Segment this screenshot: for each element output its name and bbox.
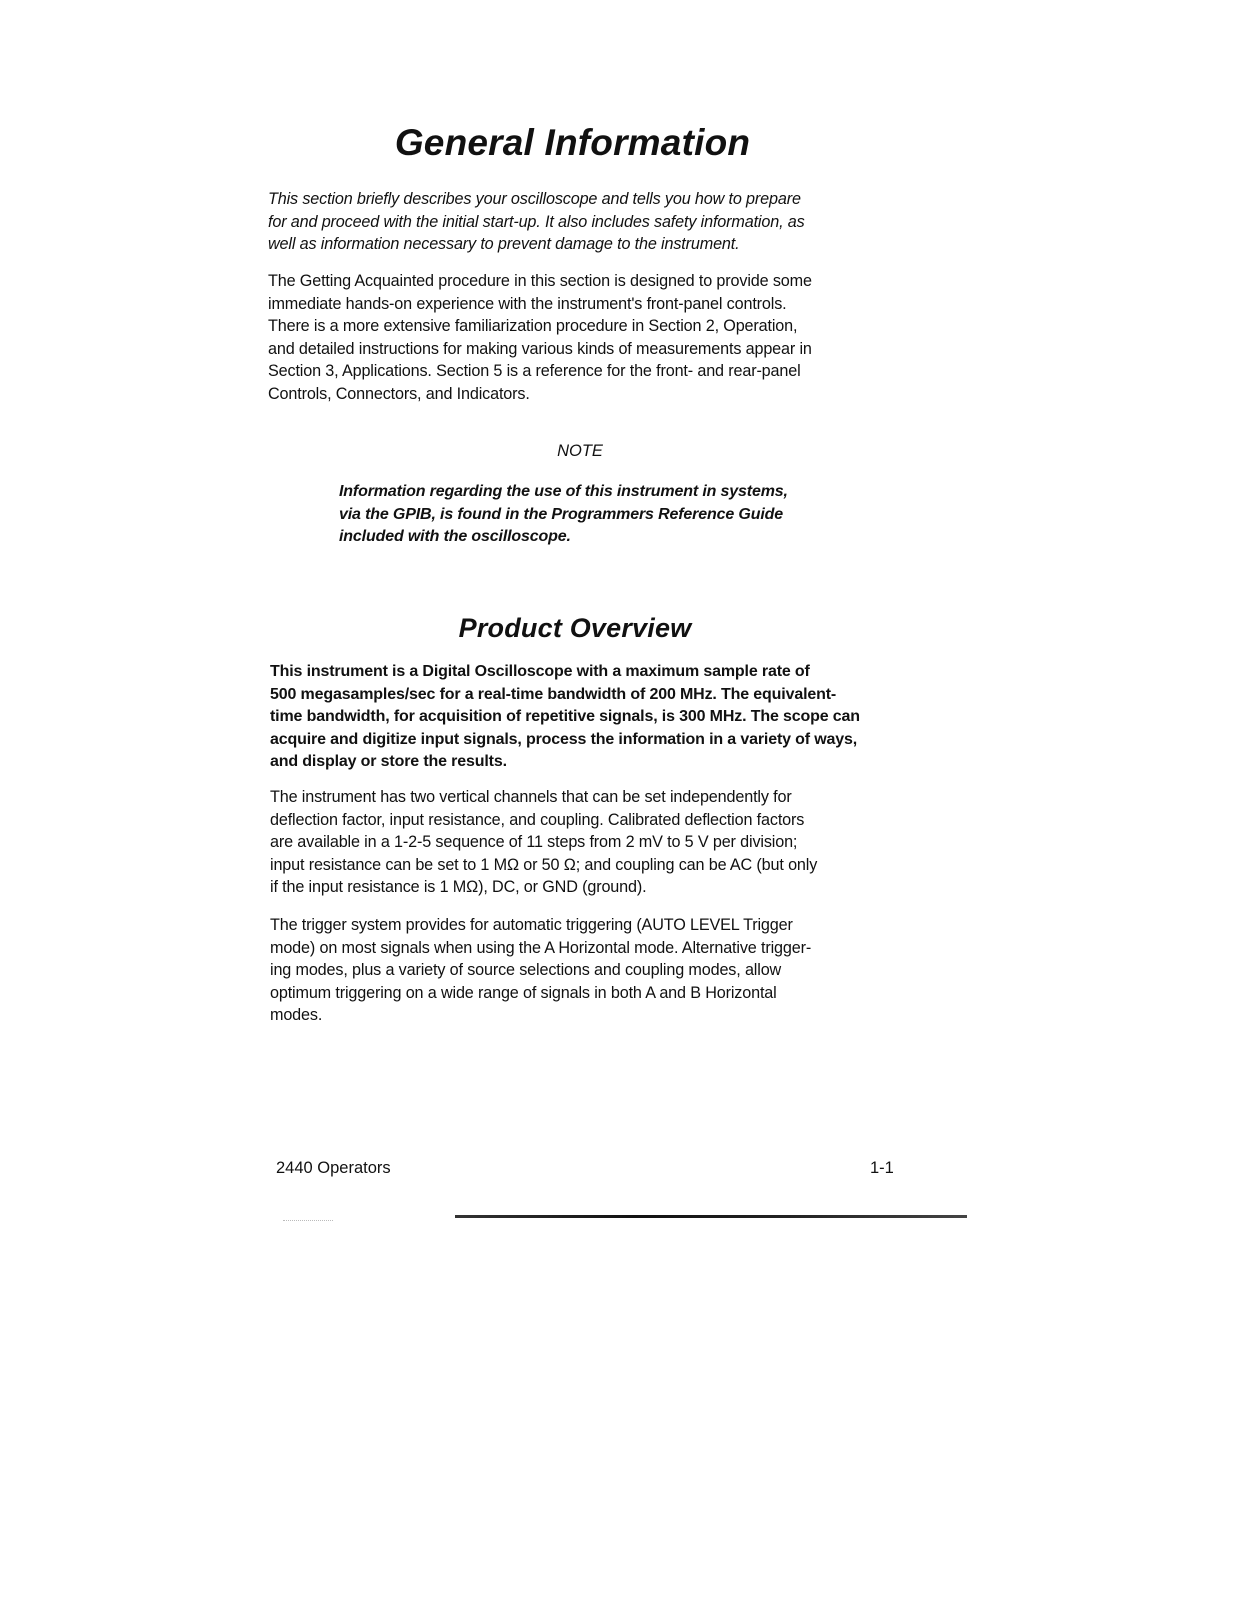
text-line: and display or store the results.	[270, 753, 507, 771]
channels-paragraph	[270, 786, 817, 899]
section-title: General Information	[394, 122, 751, 163]
text-line: ing modes, plus a variety of source selections and coupling modes, allow	[270, 961, 782, 980]
text-line: Information regarding the use of this instrument in systems,	[339, 483, 788, 500]
text-line: and detailed instructions for making various kinds of measurements appear in	[268, 339, 812, 358]
text-line: Controls, Connectors, and Indicators.	[268, 384, 530, 403]
text-line: 500 megasamples/sec for a real-time bandwidth of 200 MHz. The equivalent-	[270, 685, 837, 703]
footer-page-number: 1-1	[870, 1159, 894, 1177]
text-line: input resistance can be set to 1 MΩ or 50 Ω; and coupling can be AC (but only	[270, 855, 818, 874]
text-line: immediate hands-on experience with the instrument's front-panel controls.	[268, 294, 787, 313]
scan-artifact	[283, 1220, 333, 1222]
text-line: are available in a 1-2-5 sequence of 11 steps from 2 mV to 5 V per division;	[270, 833, 798, 852]
text-line: The trigger system provides for automatic triggering (AUTO LEVEL Trigger	[270, 916, 793, 934]
text-line: The instrument has two vertical channels that can be set independently for	[270, 788, 792, 806]
text-line: This instrument is a Digital Oscilloscope with a maximum sample rate of	[270, 663, 810, 680]
footer-divider	[455, 1215, 967, 1218]
footer-manual-title: 2440 Operators	[276, 1159, 391, 1177]
text-line: via the GPIB, is found in the Programmers Reference Guide	[339, 505, 784, 523]
overview-paragraph	[270, 661, 860, 774]
text-line: modes.	[270, 1006, 323, 1025]
getting-acquainted-paragraph	[268, 270, 812, 406]
text-line: if the input resistance is 1 MΩ), DC, or GND (ground).	[270, 878, 647, 897]
note-label: NOTE	[557, 442, 603, 460]
text-line: for and proceed with the initial start-up. It also includes safety information, as	[268, 212, 805, 231]
text-line: included with the oscilloscope.	[339, 528, 571, 546]
text-line: acquire and digitize input signals, process the information in a variety of ways,	[270, 730, 858, 748]
intro-paragraph	[268, 188, 805, 256]
text-line: There is a more extensive familiarization procedure in Section 2, Operation,	[268, 317, 798, 336]
text-line: optimum triggering on a wide range of signals in both A and B Horizontal	[270, 983, 777, 1002]
text-line: deflection factor, input resistance, and coupling. Calibrated deflection factors	[270, 810, 805, 829]
text-line: This section briefly describes your oscilloscope and tells you how to prepare	[268, 190, 801, 208]
note-paragraph	[339, 481, 788, 549]
text-line: mode) on most signals when using the A Horizontal mode. Alternative trigger-	[270, 938, 812, 957]
text-line: well as information necessary to prevent damage to the instrument.	[268, 235, 740, 254]
subsection-title: Product Overview	[458, 613, 692, 643]
trigger-paragraph	[270, 914, 811, 1027]
text-line: Section 3, Applications. Section 5 is a reference for the front- and rear-panel	[268, 362, 801, 381]
text-line: The Getting Acquainted procedure in this section is designed to provide some	[268, 272, 812, 290]
text-line: time bandwidth, for acquisition of repetitive signals, is 300 MHz. The scope can	[270, 708, 860, 726]
